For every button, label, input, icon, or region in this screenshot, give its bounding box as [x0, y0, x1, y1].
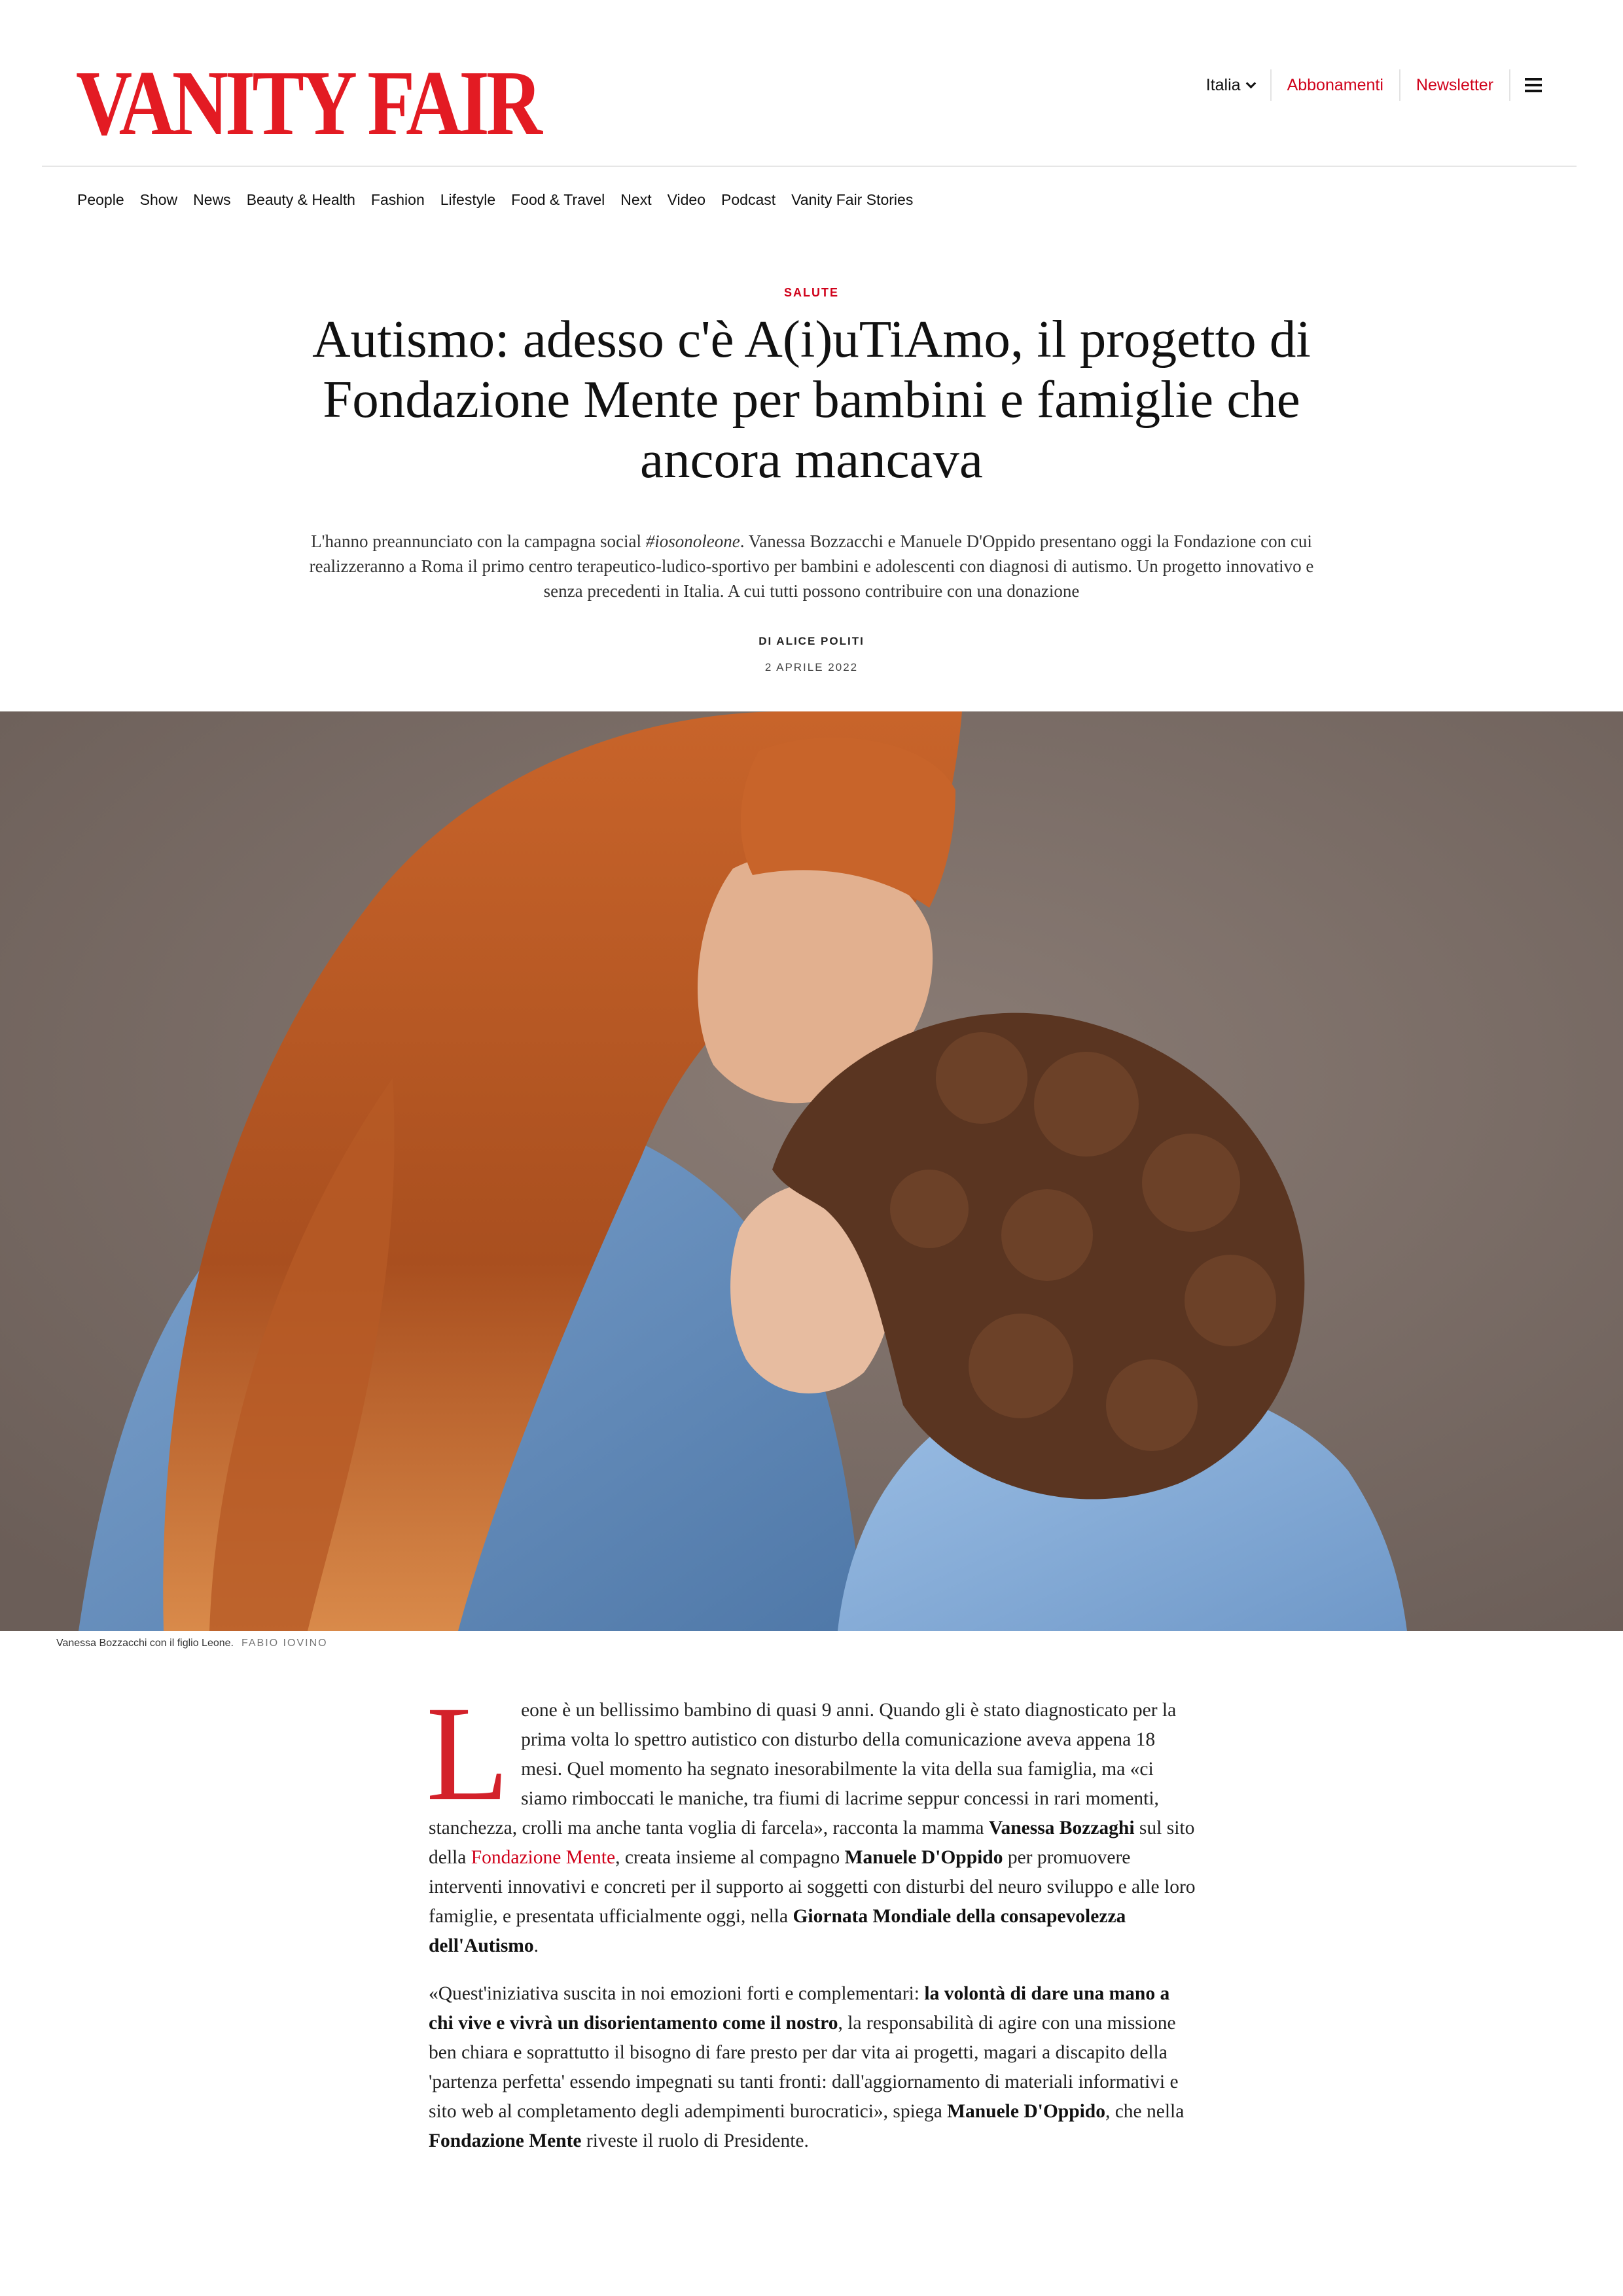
hero-image — [0, 711, 1623, 1631]
nav-item-news[interactable]: News — [193, 191, 231, 208]
article-headline: Autismo: adesso c'è A(i)uTiAmo, il progetto di Fondazione Mente per bambini e famiglie che ancora mancava — [312, 310, 1311, 489]
drop-cap: L — [426, 1678, 510, 1829]
header-divider — [42, 166, 1577, 167]
article-byline[interactable]: DI ALICE POLITI — [758, 635, 865, 647]
nav-item-people[interactable]: People — [77, 191, 124, 208]
nav-item-beauty-health[interactable]: Beauty & Health — [246, 191, 355, 208]
photo-credit: FABIO IOVINO — [241, 1638, 328, 1649]
article-body — [426, 1678, 1198, 2174]
main-nav — [77, 191, 913, 209]
menu-icon[interactable] — [1525, 78, 1542, 92]
chevron-down-icon — [1245, 78, 1256, 88]
article-dek: L'hanno preannunciato con la campagna social #iosonoleone. Vanessa Bozzacchi e Manuele D'Oppido presentano oggi la Fondazione con cui realizzeranno a Roma il primo centro terapeutico-ludico-sportivo per bambini e adolescenti con diagnosi di autismo. Un progetto innovativo e senza precedenti in Italia. A cui tutti possono contribuire con una donazione — [309, 531, 1314, 601]
hero-caption: Vanessa Bozzacchi con il figlio Leone. FABIO IOVINO — [56, 1638, 328, 1649]
nav-item-podcast[interactable]: Podcast — [721, 191, 776, 208]
nav-item-show[interactable]: Show — [139, 191, 178, 208]
nav-item-fashion[interactable]: Fashion — [370, 191, 425, 208]
paragraph-2: «Quest'iniziativa suscita in noi emozioni forti e complementari: la volontà di dare una mano a chi vive e vivrà un disorientamento come il nostro, la responsabilità di agire con una missione ben chiara e soprattutto il bisogno di fare presto per dar vita ai progetti, magari a discapito della 'partenza perfetta' essendo impegnati su tanti fronti: dall'aggiornamento di materiali informativi e sito web al completamento degli adempimenti burocratici», spiega Manuele D'Oppido, che nella Fondazione Mente riveste il ruolo di Presidente. — [429, 1983, 1185, 2151]
publish-date: 2 APRILE 2022 — [764, 661, 859, 673]
fondazione-mente-link[interactable]: Fondazione Mente — [471, 1847, 616, 1868]
site-logo[interactable]: VANITY FAIR — [76, 51, 539, 154]
nav-item-video[interactable]: Video — [667, 191, 706, 208]
paragraph-1: Leone è un bellissimo bambino di quasi 9 anni. Quando gli è stato diagnosticato per la prima volta lo spettro autistico con disturbo della comunicazione aveva appena 18 mesi. Quel momento ha segnato inesorabilmente la vita della sua famiglia, ma «ci siamo rimboccati le maniche, tra fiumi di lacrime seppur concessi in rari momenti, stanchezza, crolli ma anche tanta voglia di farcela», racconta la mamma Vanessa Bozzaghi sul sito della Fondazione Mente, creata insieme al compagno Manuele D'Oppido per promuovere interventi innovativi e concreti per il supporto ai soggetti con disturbi del neuro sviluppo e alle loro famiglie, e presentata ufficialmente oggi, nella Giornata Mondiale della consapevolezza dell'Autismo. — [426, 1678, 1196, 1956]
hashtag: #iosonoleone — [645, 531, 740, 551]
nav-item-lifestyle[interactable]: Lifestyle — [440, 191, 496, 208]
edition-selector[interactable] — [1190, 69, 1272, 101]
article-rubric[interactable]: SALUTE — [784, 286, 839, 299]
nav-item-next[interactable]: Next — [620, 191, 652, 208]
edition-label: Italia — [1205, 75, 1241, 94]
nav-item-vanity-fair-stories[interactable]: Vanity Fair Stories — [791, 191, 914, 208]
subscriptions-link[interactable]: Abbonamenti — [1272, 69, 1400, 101]
utility-nav — [1190, 65, 1542, 105]
nav-item-food-travel[interactable]: Food & Travel — [511, 191, 605, 208]
newsletter-link[interactable]: Newsletter — [1400, 69, 1510, 101]
